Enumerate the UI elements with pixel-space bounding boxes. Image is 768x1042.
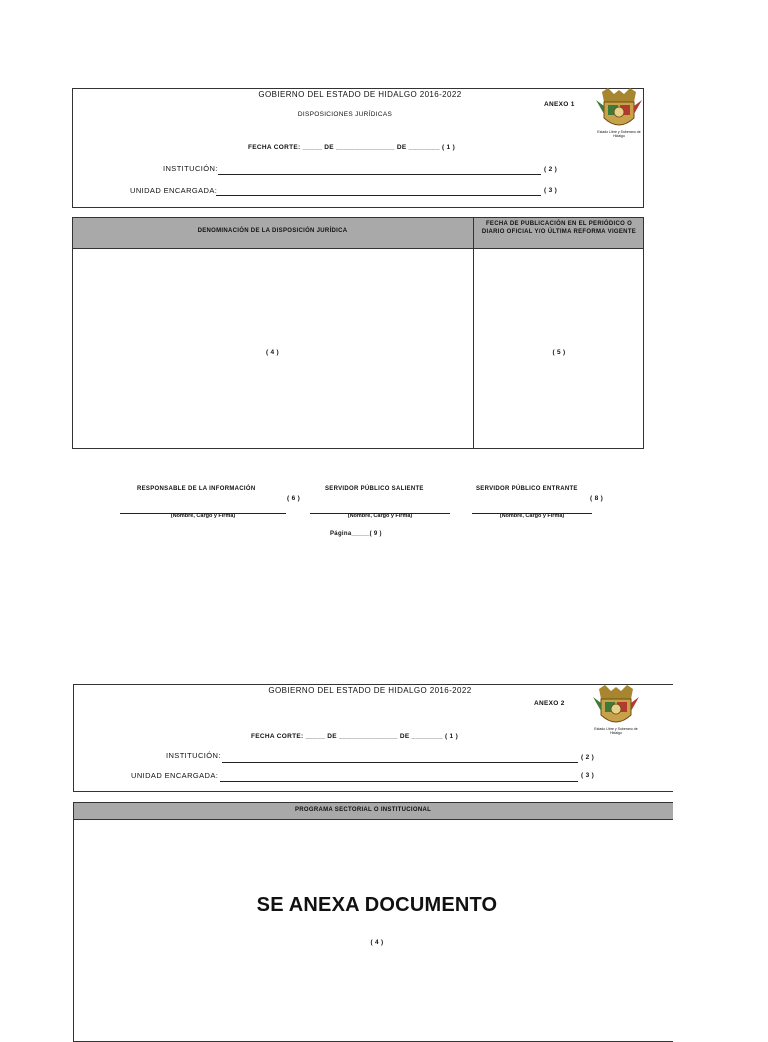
annex1-col1-header: DENOMINACIÓN DE LA DISPOSICIÓN JURÍDICA [197, 228, 348, 234]
annex2-unidad-ref: ( 3 ) [581, 772, 595, 779]
annex1-government-title: GOBIERNO DEL ESTADO DE HIDALGO 2016-2022 [258, 90, 462, 99]
annex1-table-divider [473, 217, 474, 449]
annex2-section [73, 802, 673, 1042]
annex1-institucion-ref: ( 2 ) [544, 166, 558, 173]
logo-caption: Estado Libre y Soberano de Hidalgo [597, 130, 641, 138]
annex1-annex-label: ANEXO 1 [544, 101, 575, 108]
coat-of-arms-logo [594, 88, 644, 140]
annex1-col2-header: FECHA DE PUBLICACIÓN EN EL PERIÓDICO O DIARIO OFICIAL Y/O ÚLTIMA REFORMA VIGENTE [481, 221, 637, 235]
annex2-ref: ( 4 ) [370, 939, 384, 946]
sig-entrante-label: SERVIDOR PÚBLICO ENTRANTE [476, 486, 578, 492]
logo-caption: Estado Libre y Soberano de Hidalgo [594, 727, 638, 735]
annex2-big-text: SE ANEXA DOCUMENTO [256, 894, 498, 916]
sig-saliente-label: SERVIDOR PÚBLICO SALIENTE [325, 486, 424, 492]
annex1-unidad-line[interactable] [216, 195, 541, 196]
annex1-fecha-corte: FECHA CORTE: _____ DE _______________ DE ________ ( 1 ) [248, 144, 456, 151]
annex2-institucion-line[interactable] [222, 762, 578, 763]
annex2-institucion-label: INSTITUCIÓN: [166, 751, 221, 760]
annex1-table [72, 217, 644, 449]
annex1-pagina: Página_____( 9 ) [330, 531, 382, 537]
annex2-section-title: PROGRAMA SECTORIAL O INSTITUCIONAL [294, 807, 432, 813]
sig-responsable-ref: ( 6 ) [287, 495, 301, 502]
annex1-col2-ref: ( 5 ) [552, 349, 566, 356]
sig-responsable-label: RESPONSABLE DE LA INFORMACIÓN [137, 486, 256, 492]
annex2-annex-label: ANEXO 2 [534, 700, 565, 707]
annex2-fecha-corte: FECHA CORTE: _____ DE _______________ DE ________ ( 1 ) [251, 733, 459, 740]
annex2-institucion-ref: ( 2 ) [581, 754, 595, 761]
sig-responsable-nombre: (Nombre, Cargo y Firma) [170, 513, 236, 519]
coat-of-arms-logo [591, 685, 643, 737]
sig-entrante-nombre: (Nombre, Cargo y Firma) [499, 513, 565, 519]
annex1-col1-ref: ( 4 ) [265, 349, 280, 356]
annex1-unidad-ref: ( 3 ) [544, 187, 558, 194]
annex1-institucion-label: INSTITUCIÓN: [163, 164, 218, 173]
annex2-unidad-label: UNIDAD ENCARGADA: [131, 771, 219, 780]
sig-saliente-nombre: (Nombre, Cargo y Firma) [347, 513, 413, 519]
annex2-government-title: GOBIERNO DEL ESTADO DE HIDALGO 2016-2022 [268, 686, 472, 695]
sig-entrante-ref: ( 8 ) [590, 495, 604, 502]
annex2-unidad-line[interactable] [220, 781, 578, 782]
annex1-institucion-line[interactable] [218, 174, 541, 175]
annex1-unidad-label: UNIDAD ENCARGADA: [130, 186, 218, 195]
annex1-subtitle: DISPOSICIONES JURÍDICAS [297, 111, 393, 118]
